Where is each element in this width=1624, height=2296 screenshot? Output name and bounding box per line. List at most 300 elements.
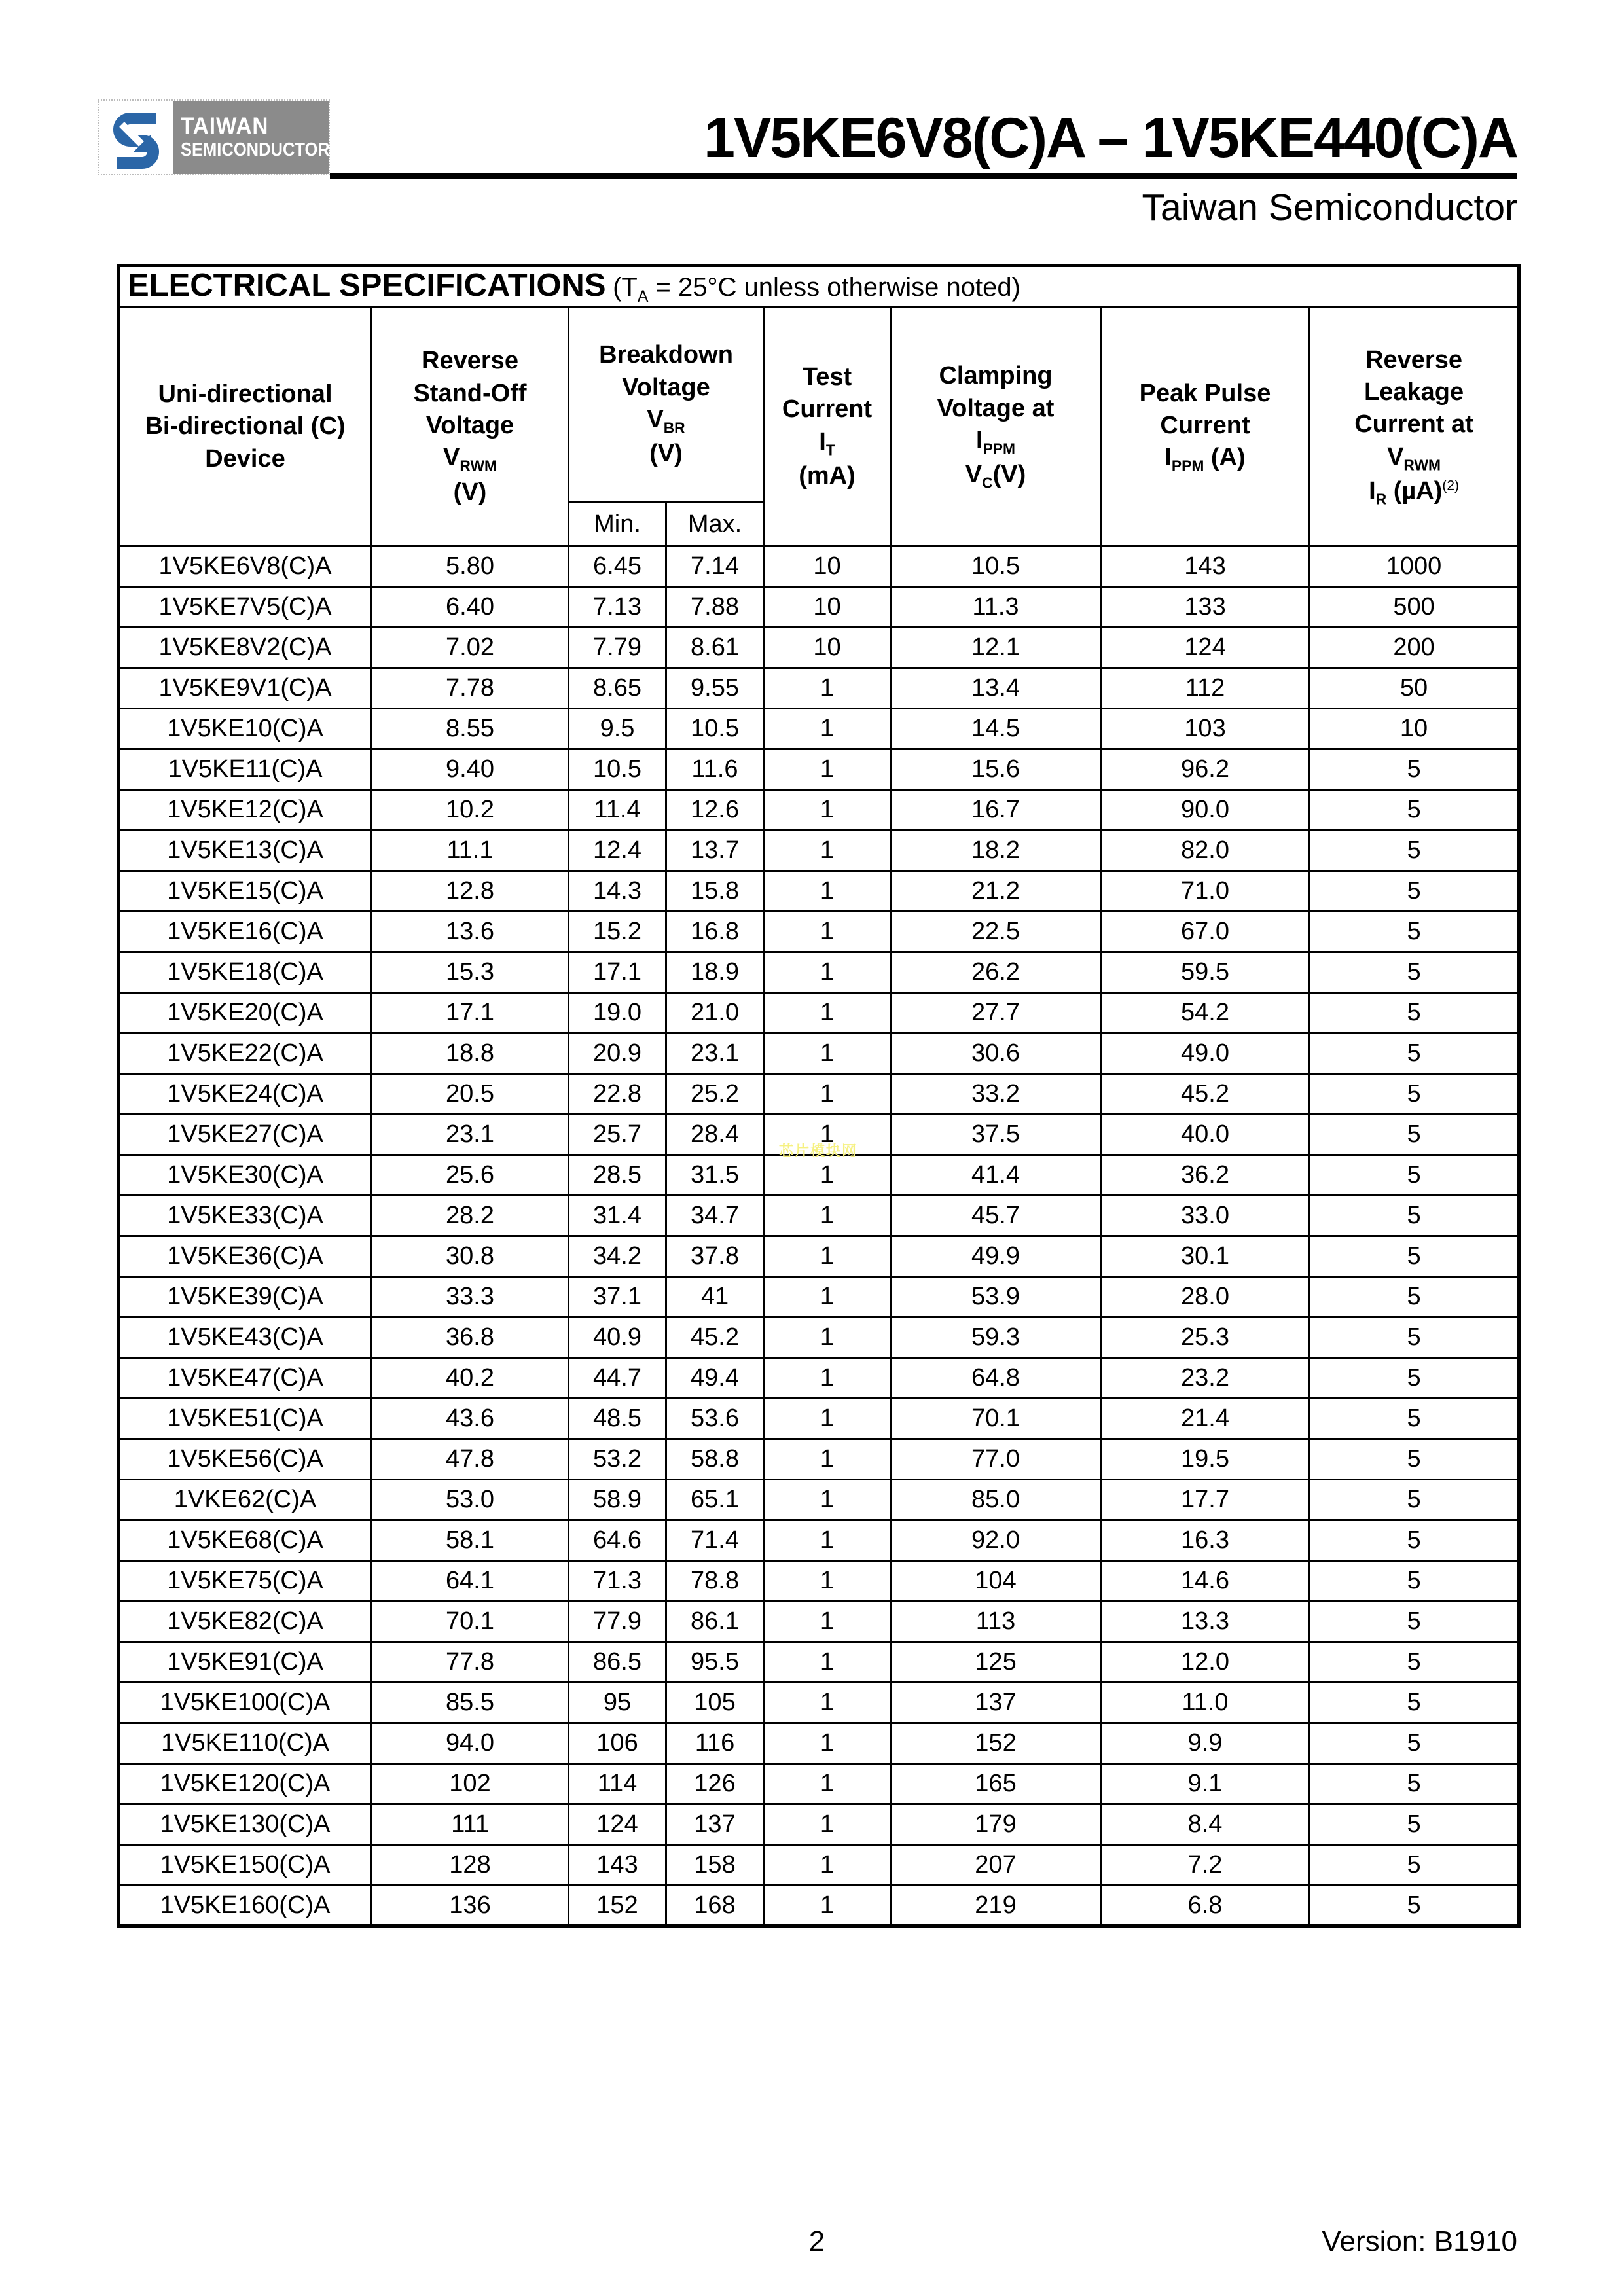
table-row (118, 1439, 1519, 1480)
clamping-voltage-cell: 18.2 (891, 831, 1101, 871)
vbr-max-cell: 116 (666, 1723, 764, 1764)
header-divider (330, 173, 1517, 179)
clamping-voltage-cell: 30.6 (891, 1033, 1101, 1074)
vbr-min-cell: 11.4 (569, 790, 666, 831)
peak-pulse-current-cell: 19.5 (1101, 1439, 1310, 1480)
clamping-voltage-cell: 70.1 (891, 1399, 1101, 1439)
vrwm-cell: 28.2 (372, 1196, 569, 1236)
reverse-leakage-cell: 5 (1310, 1764, 1519, 1804)
test-current-cell: 1 (764, 1520, 891, 1561)
vbr-max-cell: 12.6 (666, 790, 764, 831)
test-current-cell: 1 (764, 1115, 891, 1155)
vbr-max-cell: 126 (666, 1764, 764, 1804)
device-cell: 1V5KE11(C)A (118, 749, 372, 790)
clamping-voltage-cell: 10.5 (891, 547, 1101, 587)
clamping-voltage-cell: 45.7 (891, 1196, 1101, 1236)
reverse-leakage-cell: 5 (1310, 1074, 1519, 1115)
vrwm-cell: 36.8 (372, 1318, 569, 1358)
vrwm-cell: 13.6 (372, 912, 569, 952)
vbr-min-cell: 25.7 (569, 1115, 666, 1155)
vbr-max-cell: 25.2 (666, 1074, 764, 1115)
vbr-max-cell: 49.4 (666, 1358, 764, 1399)
col-subheader-min: Min. (569, 503, 666, 547)
vbr-max-cell: 10.5 (666, 709, 764, 749)
table-row (118, 547, 1519, 587)
device-cell: 1V5KE130(C)A (118, 1804, 372, 1845)
clamping-voltage-cell: 37.5 (891, 1115, 1101, 1155)
reverse-leakage-cell: 5 (1310, 912, 1519, 952)
vbr-max-cell: 137 (666, 1804, 764, 1845)
vrwm-cell: 33.3 (372, 1277, 569, 1318)
reverse-leakage-cell: 5 (1310, 1277, 1519, 1318)
vrwm-cell: 7.78 (372, 668, 569, 709)
table-row (118, 790, 1519, 831)
test-current-cell: 10 (764, 547, 891, 587)
vrwm-cell: 10.2 (372, 790, 569, 831)
table-row (118, 1033, 1519, 1074)
clamping-voltage-cell: 14.5 (891, 709, 1101, 749)
test-current-cell: 1 (764, 1236, 891, 1277)
version-label: Version: B1910 (1322, 2225, 1517, 2257)
vbr-min-cell: 40.9 (569, 1318, 666, 1358)
vrwm-cell: 43.6 (372, 1399, 569, 1439)
vbr-min-cell: 37.1 (569, 1277, 666, 1318)
device-cell: 1V5KE39(C)A (118, 1277, 372, 1318)
reverse-leakage-cell: 5 (1310, 1561, 1519, 1602)
vrwm-cell: 5.80 (372, 547, 569, 587)
reverse-leakage-cell: 5 (1310, 871, 1519, 912)
test-current-cell: 1 (764, 1399, 891, 1439)
device-cell: 1V5KE68(C)A (118, 1520, 372, 1561)
peak-pulse-current-cell: 133 (1101, 587, 1310, 628)
col-header-leakage: Reverse Leakage Current at $V_{RWM}$ $I_R$ $(\mu A)^{(2)}$ (1310, 308, 1519, 547)
clamping-voltage-cell: 33.2 (891, 1074, 1101, 1115)
reverse-leakage-cell: 5 (1310, 1033, 1519, 1074)
vbr-min-cell: 20.9 (569, 1033, 666, 1074)
vrwm-cell: 30.8 (372, 1236, 569, 1277)
clamping-voltage-cell: 26.2 (891, 952, 1101, 993)
device-cell: 1V5KE24(C)A (118, 1074, 372, 1115)
device-cell: 1V5KE13(C)A (118, 831, 372, 871)
vbr-min-cell: 114 (569, 1764, 666, 1804)
clamping-voltage-cell: 13.4 (891, 668, 1101, 709)
vbr-min-cell: 8.65 (569, 668, 666, 709)
table-title: ELECTRICAL SPECIFICATIONS (128, 268, 606, 303)
table-row (118, 1602, 1519, 1642)
peak-pulse-current-cell: 11.0 (1101, 1683, 1310, 1723)
clamping-voltage-cell: 113 (891, 1602, 1101, 1642)
vrwm-cell: 94.0 (372, 1723, 569, 1764)
vrwm-cell: 20.5 (372, 1074, 569, 1115)
vbr-max-cell: 71.4 (666, 1520, 764, 1561)
table-row (118, 871, 1519, 912)
vrwm-cell: 23.1 (372, 1115, 569, 1155)
reverse-leakage-cell: 5 (1310, 1399, 1519, 1439)
company-name-subtitle: Taiwan Semiconductor (1142, 187, 1517, 228)
table-row (118, 1642, 1519, 1683)
vbr-max-cell: 105 (666, 1683, 764, 1723)
col-subheader-max: Max. (666, 503, 764, 547)
vbr-min-cell: 44.7 (569, 1358, 666, 1399)
device-cell: 1V5KE160(C)A (118, 1886, 372, 1926)
device-cell: 1V5KE36(C)A (118, 1236, 372, 1277)
reverse-leakage-cell: 5 (1310, 1318, 1519, 1358)
clamping-voltage-cell: 15.6 (891, 749, 1101, 790)
device-cell: 1V5KE20(C)A (118, 993, 372, 1033)
vrwm-cell: 70.1 (372, 1602, 569, 1642)
vbr-min-cell: 53.2 (569, 1439, 666, 1480)
page-number: 2 (808, 2225, 825, 2257)
device-cell: 1V5KE8V2(C)A (118, 628, 372, 668)
vbr-max-cell: 15.8 (666, 871, 764, 912)
vbr-max-cell: 53.6 (666, 1399, 764, 1439)
clamping-voltage-cell: 27.7 (891, 993, 1101, 1033)
test-current-cell: 1 (764, 952, 891, 993)
clamping-voltage-cell: 12.1 (891, 628, 1101, 668)
vrwm-cell: 111 (372, 1804, 569, 1845)
reverse-leakage-cell: 200 (1310, 628, 1519, 668)
peak-pulse-current-cell: 28.0 (1101, 1277, 1310, 1318)
peak-pulse-current-cell: 36.2 (1101, 1155, 1310, 1196)
device-cell: 1V5KE7V5(C)A (118, 587, 372, 628)
clamping-voltage-cell: 21.2 (891, 871, 1101, 912)
ts-logo-icon (99, 101, 173, 174)
device-cell: 1V5KE15(C)A (118, 871, 372, 912)
vrwm-cell: 64.1 (372, 1561, 569, 1602)
logo-line2: SEMICONDUCTOR (181, 139, 330, 161)
table-row (118, 1236, 1519, 1277)
vrwm-cell: 53.0 (372, 1480, 569, 1520)
site-watermark: 芯片模块网 (779, 1143, 858, 1159)
test-current-cell: 1 (764, 993, 891, 1033)
device-cell: 1V5KE47(C)A (118, 1358, 372, 1399)
clamping-voltage-cell: 92.0 (891, 1520, 1101, 1561)
reverse-leakage-cell: 5 (1310, 1196, 1519, 1236)
vbr-min-cell: 95 (569, 1683, 666, 1723)
reverse-leakage-cell: 5 (1310, 1439, 1519, 1480)
company-logo (98, 99, 330, 175)
clamping-voltage-cell: 125 (891, 1642, 1101, 1683)
table-row (118, 628, 1519, 668)
vbr-max-cell: 65.1 (666, 1480, 764, 1520)
reverse-leakage-cell: 1000 (1310, 547, 1519, 587)
table-row (118, 1804, 1519, 1845)
peak-pulse-current-cell: 9.1 (1101, 1764, 1310, 1804)
device-cell: 1V5KE16(C)A (118, 912, 372, 952)
vrwm-cell: 12.8 (372, 871, 569, 912)
test-current-cell: 1 (764, 749, 891, 790)
clamping-voltage-cell: 53.9 (891, 1277, 1101, 1318)
vbr-min-cell: 10.5 (569, 749, 666, 790)
peak-pulse-current-cell: 49.0 (1101, 1033, 1310, 1074)
table-row (118, 1561, 1519, 1602)
vbr-max-cell: 158 (666, 1845, 764, 1886)
table-row (118, 952, 1519, 993)
device-cell: 1V5KE22(C)A (118, 1033, 372, 1074)
test-current-cell: 1 (764, 1804, 891, 1845)
device-cell: 1V5KE100(C)A (118, 1683, 372, 1723)
test-current-cell: 1 (764, 1683, 891, 1723)
vbr-min-cell: 28.5 (569, 1155, 666, 1196)
clamping-voltage-cell: 64.8 (891, 1358, 1101, 1399)
peak-pulse-current-cell: 33.0 (1101, 1196, 1310, 1236)
vbr-min-cell: 9.5 (569, 709, 666, 749)
test-current-cell: 1 (764, 790, 891, 831)
reverse-leakage-cell: 5 (1310, 952, 1519, 993)
table-row (118, 1480, 1519, 1520)
vbr-min-cell: 14.3 (569, 871, 666, 912)
device-cell: 1V5KE110(C)A (118, 1723, 372, 1764)
peak-pulse-current-cell: 13.3 (1101, 1602, 1310, 1642)
vbr-min-cell: 34.2 (569, 1236, 666, 1277)
clamping-voltage-cell: 179 (891, 1804, 1101, 1845)
table-row (118, 668, 1519, 709)
device-cell: 1V5KE43(C)A (118, 1318, 372, 1358)
table-row (118, 831, 1519, 871)
table-row (118, 709, 1519, 749)
test-current-cell: 1 (764, 1764, 891, 1804)
peak-pulse-current-cell: 143 (1101, 547, 1310, 587)
test-current-cell: 1 (764, 871, 891, 912)
reverse-leakage-cell: 500 (1310, 587, 1519, 628)
peak-pulse-current-cell: 90.0 (1101, 790, 1310, 831)
device-cell: 1V5KE51(C)A (118, 1399, 372, 1439)
test-current-cell: 1 (764, 1602, 891, 1642)
vbr-min-cell: 152 (569, 1886, 666, 1926)
col-header-test-current: Test Current $I_T$ (mA) (764, 308, 891, 547)
col-header-peak-pulse: Peak Pulse Current $I_{PPM}$ (A) (1101, 308, 1310, 547)
test-current-cell: 1 (764, 1074, 891, 1115)
vrwm-cell: 136 (372, 1886, 569, 1926)
reverse-leakage-cell: 5 (1310, 1804, 1519, 1845)
reverse-leakage-cell: 50 (1310, 668, 1519, 709)
peak-pulse-current-cell: 6.8 (1101, 1886, 1310, 1926)
clamping-voltage-cell: 152 (891, 1723, 1101, 1764)
clamping-voltage-cell: 219 (891, 1886, 1101, 1926)
vbr-min-cell: 86.5 (569, 1642, 666, 1683)
device-cell: 1V5KE10(C)A (118, 709, 372, 749)
test-current-cell: 10 (764, 587, 891, 628)
reverse-leakage-cell: 5 (1310, 831, 1519, 871)
vrwm-cell: 9.40 (372, 749, 569, 790)
test-current-cell: 1 (764, 831, 891, 871)
vrwm-cell: 15.3 (372, 952, 569, 993)
reverse-leakage-cell: 5 (1310, 790, 1519, 831)
vbr-max-cell: 23.1 (666, 1033, 764, 1074)
peak-pulse-current-cell: 40.0 (1101, 1115, 1310, 1155)
vbr-min-cell: 106 (569, 1723, 666, 1764)
reverse-leakage-cell: 5 (1310, 1236, 1519, 1277)
device-cell: 1V5KE9V1(C)A (118, 668, 372, 709)
reverse-leakage-cell: 10 (1310, 709, 1519, 749)
peak-pulse-current-cell: 54.2 (1101, 993, 1310, 1033)
vrwm-cell: 6.40 (372, 587, 569, 628)
reverse-leakage-cell: 5 (1310, 1683, 1519, 1723)
clamping-voltage-cell: 85.0 (891, 1480, 1101, 1520)
vbr-min-cell: 71.3 (569, 1561, 666, 1602)
vbr-max-cell: 16.8 (666, 912, 764, 952)
vrwm-cell: 18.8 (372, 1033, 569, 1074)
clamping-voltage-cell: 77.0 (891, 1439, 1101, 1480)
device-cell: 1V5KE30(C)A (118, 1155, 372, 1196)
logo-line1: TAIWAN (181, 113, 269, 139)
clamping-voltage-cell: 104 (891, 1561, 1101, 1602)
vbr-max-cell: 9.55 (666, 668, 764, 709)
vbr-max-cell: 34.7 (666, 1196, 764, 1236)
peak-pulse-current-cell: 14.6 (1101, 1561, 1310, 1602)
logo-wordmark (173, 101, 329, 174)
vbr-max-cell: 8.61 (666, 628, 764, 668)
vbr-min-cell: 58.9 (569, 1480, 666, 1520)
vbr-min-cell: 6.45 (569, 547, 666, 587)
vbr-min-cell: 17.1 (569, 952, 666, 993)
vbr-min-cell: 12.4 (569, 831, 666, 871)
test-current-cell: 1 (764, 1480, 891, 1520)
clamping-voltage-cell: 59.3 (891, 1318, 1101, 1358)
vrwm-cell: 77.8 (372, 1642, 569, 1683)
vbr-max-cell: 58.8 (666, 1439, 764, 1480)
reverse-leakage-cell: 5 (1310, 1602, 1519, 1642)
test-current-cell: 1 (764, 1561, 891, 1602)
reverse-leakage-cell: 5 (1310, 749, 1519, 790)
test-current-cell: 1 (764, 1196, 891, 1236)
test-current-cell: 1 (764, 709, 891, 749)
col-header-clamping: Clamping Voltage at $I_{PPM}$ $V_C(V)$ (891, 308, 1101, 547)
reverse-leakage-cell: 5 (1310, 1520, 1519, 1561)
vbr-min-cell: 19.0 (569, 993, 666, 1033)
test-current-cell: 1 (764, 1277, 891, 1318)
table-row (118, 1399, 1519, 1439)
vbr-min-cell: 31.4 (569, 1196, 666, 1236)
device-cell: 1V5KE91(C)A (118, 1642, 372, 1683)
reverse-leakage-cell: 5 (1310, 1358, 1519, 1399)
table-row (118, 1277, 1519, 1318)
table-body (118, 547, 1519, 1926)
electrical-specifications-table (117, 264, 1521, 1928)
device-cell: 1V5KE12(C)A (118, 790, 372, 831)
peak-pulse-current-cell: 103 (1101, 709, 1310, 749)
test-current-cell: 1 (764, 1642, 891, 1683)
test-current-cell: 1 (764, 1723, 891, 1764)
device-cell: 1V5KE150(C)A (118, 1845, 372, 1886)
vrwm-cell: 102 (372, 1764, 569, 1804)
peak-pulse-current-cell: 7.2 (1101, 1845, 1310, 1886)
vbr-min-cell: 124 (569, 1804, 666, 1845)
test-current-cell: 1 (764, 1439, 891, 1480)
reverse-leakage-cell: 5 (1310, 993, 1519, 1033)
reverse-leakage-cell: 5 (1310, 1480, 1519, 1520)
table-title-note: ($T_A = 25^\circ C$ unless otherwise noted) (613, 273, 1020, 306)
test-current-cell: 1 (764, 1358, 891, 1399)
test-current-cell: 1 (764, 1318, 891, 1358)
vbr-min-cell: 22.8 (569, 1074, 666, 1115)
clamping-voltage-cell: 165 (891, 1764, 1101, 1804)
col-header-device: Uni-directional Bi-directional (C) Device (118, 308, 372, 547)
vrwm-cell: 47.8 (372, 1439, 569, 1480)
table-row (118, 1764, 1519, 1804)
vrwm-cell: 7.02 (372, 628, 569, 668)
clamping-voltage-cell: 11.3 (891, 587, 1101, 628)
peak-pulse-current-cell: 96.2 (1101, 749, 1310, 790)
vbr-max-cell: 78.8 (666, 1561, 764, 1602)
table-row (118, 749, 1519, 790)
vbr-max-cell: 31.5 (666, 1155, 764, 1196)
vrwm-cell: 40.2 (372, 1358, 569, 1399)
reverse-leakage-cell: 5 (1310, 1155, 1519, 1196)
peak-pulse-current-cell: 25.3 (1101, 1318, 1310, 1358)
vrwm-cell: 11.1 (372, 831, 569, 871)
table-row (118, 1683, 1519, 1723)
test-current-cell: 1 (764, 1886, 891, 1926)
vbr-max-cell: 37.8 (666, 1236, 764, 1277)
ts-logo-glyph (103, 105, 169, 170)
vbr-max-cell: 168 (666, 1886, 764, 1926)
reverse-leakage-cell: 5 (1310, 1886, 1519, 1926)
table-row (118, 1318, 1519, 1358)
table-row (118, 1886, 1519, 1926)
peak-pulse-current-cell: 16.3 (1101, 1520, 1310, 1561)
clamping-voltage-cell: 137 (891, 1683, 1101, 1723)
device-cell: 1V5KE6V8(C)A (118, 547, 372, 587)
vbr-max-cell: 28.4 (666, 1115, 764, 1155)
table-row (118, 1074, 1519, 1115)
test-current-cell: 1 (764, 1155, 891, 1196)
vbr-min-cell: 7.13 (569, 587, 666, 628)
table-row (118, 587, 1519, 628)
peak-pulse-current-cell: 30.1 (1101, 1236, 1310, 1277)
vbr-min-cell: 48.5 (569, 1399, 666, 1439)
peak-pulse-current-cell: 45.2 (1101, 1074, 1310, 1115)
vrwm-cell: 58.1 (372, 1520, 569, 1561)
device-cell: 1V5KE82(C)A (118, 1602, 372, 1642)
device-cell: 1V5KE33(C)A (118, 1196, 372, 1236)
vbr-max-cell: 7.14 (666, 547, 764, 587)
device-cell: 1V5KE75(C)A (118, 1561, 372, 1602)
col-header-vrwm: Reverse Stand-Off Voltage $V_{RWM}$ (V) (372, 308, 569, 547)
vbr-min-cell: 15.2 (569, 912, 666, 952)
peak-pulse-current-cell: 12.0 (1101, 1642, 1310, 1683)
table-row (118, 1196, 1519, 1236)
vbr-max-cell: 11.6 (666, 749, 764, 790)
vbr-max-cell: 45.2 (666, 1318, 764, 1358)
vrwm-cell: 25.6 (372, 1155, 569, 1196)
test-current-cell: 1 (764, 1033, 891, 1074)
peak-pulse-current-cell: 23.2 (1101, 1358, 1310, 1399)
vrwm-cell: 128 (372, 1845, 569, 1886)
vbr-min-cell: 64.6 (569, 1520, 666, 1561)
vbr-max-cell: 95.5 (666, 1642, 764, 1683)
table-row (118, 1155, 1519, 1196)
device-cell: 1VKE62(C)A (118, 1480, 372, 1520)
clamping-voltage-cell: 22.5 (891, 912, 1101, 952)
device-cell: 1V5KE56(C)A (118, 1439, 372, 1480)
device-cell: 1V5KE27(C)A (118, 1115, 372, 1155)
vbr-min-cell: 77.9 (569, 1602, 666, 1642)
vrwm-cell: 85.5 (372, 1683, 569, 1723)
device-cell: 1V5KE18(C)A (118, 952, 372, 993)
footnote-ref: (2) (1442, 478, 1459, 493)
peak-pulse-current-cell: 124 (1101, 628, 1310, 668)
vbr-max-cell: 41 (666, 1277, 764, 1318)
table-row (118, 1520, 1519, 1561)
device-cell: 1V5KE120(C)A (118, 1764, 372, 1804)
peak-pulse-current-cell: 21.4 (1101, 1399, 1310, 1439)
col-header-breakdown: Breakdown Voltage $V_{BR}$ (V) (569, 308, 764, 503)
test-current-cell: 1 (764, 668, 891, 709)
test-current-cell: 10 (764, 628, 891, 668)
vbr-max-cell: 13.7 (666, 831, 764, 871)
vbr-max-cell: 21.0 (666, 993, 764, 1033)
